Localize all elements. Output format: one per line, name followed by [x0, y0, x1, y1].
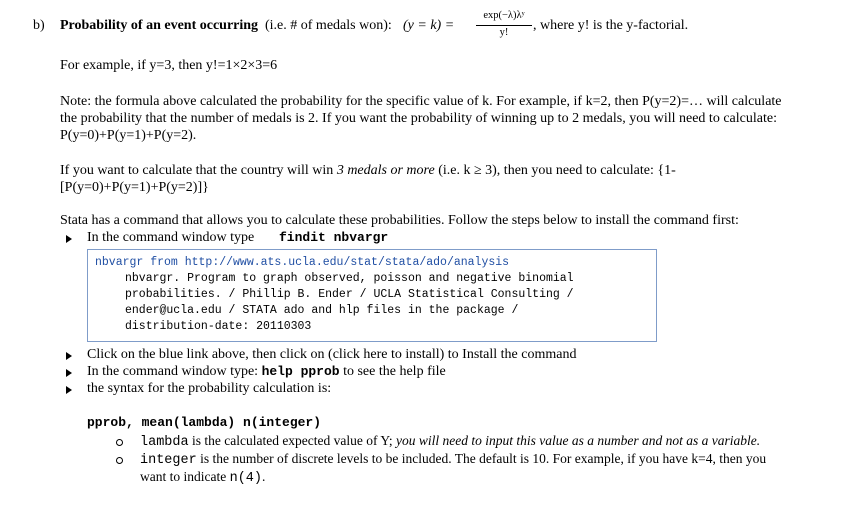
sub-item-lambda: lambda is the calculated expected value of Y; you will need to input this value as a number and not as a variable. — [140, 433, 761, 450]
sub-item-integer: integer is the number of discrete levels to be included. The default is 10. For example, if you have k=4, then you — [140, 451, 767, 468]
nbvargr-link[interactable]: nbvargr from http://www.ats.ucla.edu/stat/stata/ado/analysis — [95, 256, 510, 269]
circle-bullet-icon — [116, 457, 123, 464]
pprob-syntax: pprob, mean(lambda) n(integer) — [87, 415, 322, 430]
step-3-text: In the command window type: help pprob to see the help file — [87, 364, 446, 379]
heading-tail: , where y! is the y-factorial. — [533, 18, 689, 33]
bullet-icon — [66, 352, 72, 360]
more-line-1: If you want to calculate that the country will win 3 medals or more (i.e. k ≥ 3), then you need to calculate: {1- — [60, 163, 676, 178]
heading-paren: (i.e. # of medals won): — [265, 18, 392, 33]
factorial-example: For example, if y=3, then y!=1×2×3=6 — [60, 58, 278, 73]
stata-output-box — [87, 249, 657, 342]
output-line: ender@ucla.edu / STATA ado and hlp files in the package / — [125, 304, 519, 317]
bullet-icon — [66, 386, 72, 394]
formula-denominator: y! — [499, 27, 509, 38]
formula-line — [476, 25, 532, 26]
formula-numerator: exp(−λ)λʸ — [483, 10, 525, 21]
note-line-3: P(y=0)+P(y=1)+P(y=2). — [60, 128, 197, 143]
output-line: distribution-date: 20110303 — [125, 320, 312, 333]
note-line-1: Note: the formula above calculated the probability for the specific value of k. For example, if k=2, then P(y=2)=… will calculate — [60, 94, 782, 109]
bullet-icon — [66, 235, 72, 243]
bullet-icon — [66, 369, 72, 377]
output-line: probabilities. / Phillip B. Ender / UCLA Statistical Consulting / — [125, 288, 574, 301]
step-2-text: Click on the blue link above, then click on (click here to install) to Install the command — [87, 347, 577, 362]
step-1-text: In the command window type — [87, 230, 255, 245]
section-label: b) — [33, 18, 45, 33]
output-line: nbvargr. Program to graph observed, poisson and negative binomial — [125, 272, 574, 285]
circle-bullet-icon — [116, 439, 123, 446]
heading-title: Probability of an event occurring — [60, 18, 259, 33]
sub-item-integer-cont: want to indicate n(4). — [140, 469, 266, 486]
more-line-2: [P(y=0)+P(y=1)+P(y=2)]} — [60, 180, 209, 195]
note-line-2: the probability that the number of medals is 2. If you want the probability of winning up to 2 medals, you will need to calculate: — [60, 111, 777, 126]
stata-intro: Stata has a command that allows you to calculate these probabilities. Follow the steps below to install the command first: — [60, 213, 739, 228]
heading-equation: (y = k) = — [403, 18, 455, 33]
step-4-text: the syntax for the probability calculation is: — [87, 381, 332, 396]
help-command: help pprob — [261, 364, 340, 379]
findit-command: findit nbvargr — [279, 230, 389, 245]
